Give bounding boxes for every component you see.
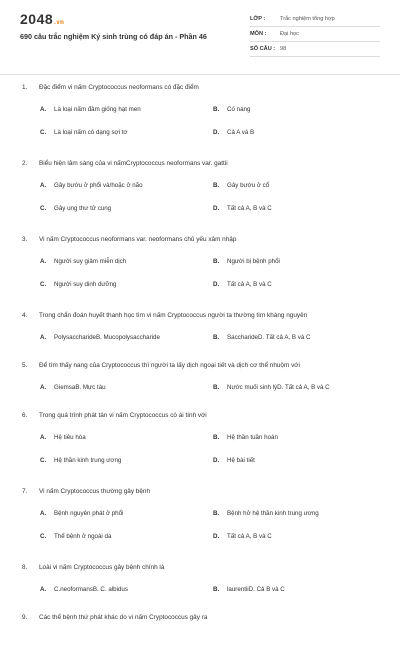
question-text: [22, 412, 207, 419]
info-value: Trắc nghiệm tổng hợp: [280, 16, 335, 22]
question-stem: Để tìm thấy nang của Cryptococcus thì người ta lấy dịch ngoại tiết và dịch cơ thể nhuộm với: [39, 362, 300, 369]
question-stem: Trong chẩn đoán huyết thanh học tìm vi nấm Cryptococcus người ta thường tìm kháng nguyên: [39, 312, 308, 319]
option-b[interactable]: [213, 510, 319, 517]
question-text: [22, 614, 207, 621]
question-item: [0, 406, 400, 482]
option-b[interactable]: [213, 182, 269, 189]
option-letter: A.: [40, 334, 47, 341]
option-text: Hệ tiêu hóa: [54, 434, 86, 441]
option-letter: B.: [213, 434, 220, 441]
document-title: 690 câu trắc nghiệm Ký sinh trùng có đáp án - Phần 46: [20, 32, 207, 41]
option-c[interactable]: [40, 533, 111, 540]
option-b[interactable]: [213, 258, 280, 265]
question-text: [22, 160, 228, 167]
option-a[interactable]: [40, 106, 141, 113]
question-stem: Trong quá trình phát tán vi nấm Cryptococcus có ái tính với: [39, 412, 207, 419]
option-a[interactable]: [40, 510, 123, 517]
option-a[interactable]: [40, 384, 106, 391]
question-number: 2.: [22, 160, 28, 167]
option-letter: D.: [213, 129, 220, 136]
question-number: 7.: [22, 488, 28, 495]
option-text: Cả A và B: [227, 129, 255, 136]
option-b[interactable]: [213, 586, 285, 593]
option-text: Gây ung thư tử cung: [54, 205, 112, 212]
option-d[interactable]: [213, 281, 272, 288]
question-stem: Loài vi nấm Cryptococcus gây bệnh chính là: [39, 564, 165, 571]
option-text: Người bị bệnh phổi: [227, 258, 280, 265]
option-letter: C.: [40, 281, 47, 288]
option-letter: A.: [40, 384, 47, 391]
option-text: Tất cả A, B và C: [227, 533, 272, 540]
option-text: Thể bệnh ở ngoài da: [54, 533, 112, 540]
option-letter: B.: [213, 586, 220, 593]
option-b[interactable]: [213, 106, 250, 113]
option-c[interactable]: [40, 281, 117, 288]
option-b[interactable]: [213, 334, 310, 341]
option-text: Gây bướu ở phổi và/hoặc ở não: [54, 182, 143, 189]
logo-main: 2048: [20, 11, 54, 27]
option-text: Tất cả A, B và C: [227, 281, 272, 288]
option-text: Người suy dinh dưỡng: [54, 281, 117, 288]
option-letter: B.: [213, 182, 220, 189]
question-stem: Vi nấm Cryptococcus neoformans var. neoformans chủ yếu xâm nhập: [39, 236, 237, 243]
option-text: Bệnh hở hệ thần kinh trung ương: [227, 510, 319, 517]
option-a[interactable]: [40, 334, 160, 341]
question-list: [0, 78, 400, 658]
question-text: [22, 488, 150, 495]
question-item: [0, 230, 400, 306]
question-item: [0, 306, 400, 356]
question-number: 1.: [22, 84, 28, 91]
option-letter: A.: [40, 106, 47, 113]
question-stem: Các thể bệnh thứ phát khác do vi nấm Cryptococcus gây ra: [39, 614, 208, 621]
option-letter: A.: [40, 510, 47, 517]
option-b[interactable]: [213, 384, 330, 391]
question-stem: Vi nấm Cryptococcus thường gây bệnh: [39, 488, 151, 495]
option-d[interactable]: [213, 457, 255, 464]
option-letter: B.: [213, 334, 220, 341]
option-letter: C.: [40, 129, 47, 136]
option-text: Hệ bài tiết: [227, 457, 255, 464]
option-c[interactable]: [40, 129, 127, 136]
question-number: 5.: [22, 362, 28, 369]
option-letter: A.: [40, 182, 47, 189]
question-stem: Biểu hiện lâm sàng của vi nấmCryptococcus neoformans var. gattii: [39, 160, 228, 167]
info-value: 98: [280, 46, 287, 52]
option-text: Tất cả A, B và C: [227, 205, 272, 212]
question-item: [0, 608, 400, 658]
option-letter: D.: [213, 205, 220, 212]
info-row-count: [250, 42, 380, 57]
option-text: SaccharideD. Tất cả A, B và C: [227, 334, 311, 341]
option-letter: C.: [40, 533, 47, 540]
site-logo[interactable]: [20, 11, 64, 27]
info-box: [250, 12, 380, 57]
question-item: [0, 482, 400, 558]
question-text: [22, 236, 236, 243]
question-number: 6.: [22, 412, 28, 419]
info-row-subject: [250, 27, 380, 42]
option-d[interactable]: [213, 129, 254, 136]
option-letter: A.: [40, 434, 47, 441]
option-letter: A.: [40, 258, 47, 265]
option-text: PolysaccharideB. Mucopolysaccharide: [54, 334, 160, 341]
option-letter: B.: [213, 258, 220, 265]
option-text: Là loại nấm đảm giống hạt men: [54, 106, 141, 113]
option-a[interactable]: [40, 586, 128, 593]
question-text: [22, 84, 199, 91]
option-letter: B.: [213, 106, 220, 113]
option-text: C.neoformansB. C. albidus: [54, 586, 128, 593]
option-d[interactable]: [213, 205, 272, 212]
question-stem: Đặc điểm vi nấm Cryptococcus neoformans có đặc điểm: [39, 84, 199, 91]
header-divider: [0, 74, 400, 75]
option-text: GiemsaB. Mực tàu: [54, 384, 106, 391]
option-b[interactable]: [213, 434, 278, 441]
option-text: Có nang: [227, 106, 251, 113]
option-letter: C.: [40, 457, 47, 464]
question-item: [0, 154, 400, 230]
option-letter: D.: [213, 281, 220, 288]
question-item: [0, 356, 400, 406]
option-text: Gây bướu ở cổ: [227, 182, 270, 189]
option-letter: C.: [40, 205, 47, 212]
option-text: Hệ thần tuần hoàn: [227, 434, 278, 441]
option-d[interactable]: [213, 533, 272, 540]
page-header: [0, 0, 400, 70]
question-item: [0, 78, 400, 154]
option-letter: B.: [213, 384, 220, 391]
info-value: Đại học: [280, 31, 299, 37]
question-text: [22, 312, 307, 319]
info-label: SỐ CÂU :: [250, 46, 276, 52]
question-text: [22, 362, 300, 369]
option-letter: B.: [213, 510, 220, 517]
question-number: 9.: [22, 614, 28, 621]
option-c[interactable]: [40, 457, 121, 464]
option-a[interactable]: [40, 434, 86, 441]
option-text: Là loại nấm có dạng sợi tơ: [54, 129, 128, 136]
info-label: MÔN :: [250, 31, 267, 37]
option-letter: D.: [213, 457, 220, 464]
question-text: [22, 564, 164, 571]
option-text: Nước muối sinh lýD. Tất cả A, B và C: [227, 384, 330, 391]
option-text: laurentiiD. Cả B và C: [227, 586, 285, 593]
logo-suffix: .vn: [54, 20, 65, 26]
option-letter: A.: [40, 586, 47, 593]
option-c[interactable]: [40, 205, 111, 212]
info-row-class: [250, 12, 380, 27]
option-a[interactable]: [40, 258, 126, 265]
option-text: Người suy giảm miễn dịch: [54, 258, 127, 265]
option-letter: D.: [213, 533, 220, 540]
question-item: [0, 558, 400, 608]
info-label: LỚP :: [250, 16, 266, 22]
question-number: 3.: [22, 236, 28, 243]
question-number: 4.: [22, 312, 28, 319]
question-number: 8.: [22, 564, 28, 571]
option-a[interactable]: [40, 182, 143, 189]
option-text: Bệnh nguyên phát ở phổi: [54, 510, 124, 517]
option-text: Hệ thần kinh trung ương: [54, 457, 122, 464]
